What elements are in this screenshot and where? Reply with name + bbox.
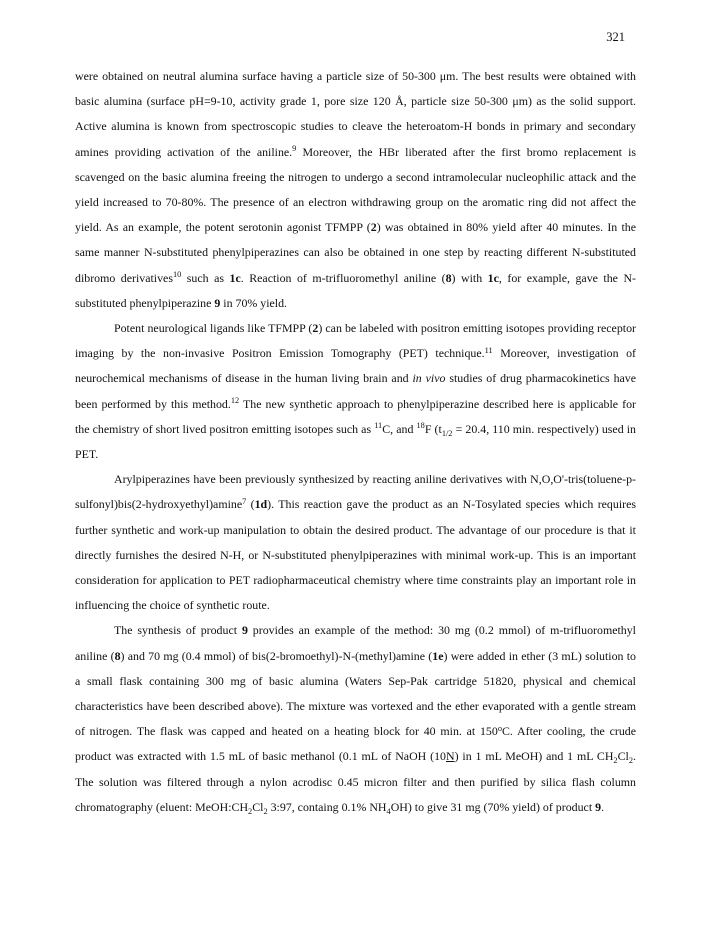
compound-number: 9 xyxy=(214,295,221,310)
text-run: ) in 1 mL MeOH) and 1 mL CH xyxy=(454,749,614,764)
text-run: The synthesis of product xyxy=(114,623,242,638)
text-run: Cl xyxy=(617,749,629,764)
text-run: C, and xyxy=(382,421,417,436)
compound-number: 9 xyxy=(241,623,248,638)
reference-marker: 10 xyxy=(172,270,182,280)
text-run: provides an example of the method: 30 mg (0.2 mmol) of m-trifluoromethyl aniline ( xyxy=(75,623,636,663)
text-run: F (t xyxy=(424,421,442,436)
subscript: 2 xyxy=(248,806,253,816)
text-run: Cl xyxy=(252,799,264,814)
text-run: C. After cooling, the crude product was extracted with 1.5 mL of basic methanol (0.1 mL of NaOH (10 xyxy=(75,724,636,764)
reference-marker: 9 xyxy=(292,144,297,154)
compound-number: 8 xyxy=(445,270,452,285)
reference-marker: 11 xyxy=(484,345,493,355)
subscript: 1/2 xyxy=(441,428,453,438)
text-run: studies of drug pharmacokinetics have been performed by this method. xyxy=(75,371,637,411)
compound-number: 2 xyxy=(370,220,377,235)
text-run: ) were added in ether (3 mL) solution to a small flask containing 300 mg of basic alumina (Waters Sep-Pak cartridge 51820, physical and chemical characteristics have been described above). The mixture was vortexed and the ether evaporated with a gentle stream of nitrogen. The flask was capped and heated on a heating block for 40 min. at 150 xyxy=(75,648,636,739)
subscript: 2 xyxy=(263,806,268,816)
text-run: ( xyxy=(246,497,255,512)
compound-number: 1e xyxy=(432,648,444,663)
paragraph-2 xyxy=(75,316,636,467)
compound-number: 8 xyxy=(114,648,121,663)
text-run: in 70% yield. xyxy=(220,295,288,310)
text-run: . The solution was filtered through a nylon acrodisc 0.45 micron filter and then purified by silica flash column chromatography (eluent: MeOH:CH xyxy=(75,749,636,814)
text-run: Arylpiperazines have been previously synthesized by reacting aniline derivatives with N,O,O'-tris(toluene-p-sulfonyl)bis(2-hydroxyethyl)amine xyxy=(75,472,636,512)
reference-marker: 7 xyxy=(242,496,247,506)
reference-marker: 12 xyxy=(230,396,240,406)
subscript: 2 xyxy=(613,756,618,766)
text-run: 3:97, containg 0.1% NH xyxy=(267,799,387,814)
italic-text: in vivo xyxy=(412,371,446,386)
text-run: such as xyxy=(181,270,230,285)
page-number: 321 xyxy=(606,30,625,44)
degree-marker: o xyxy=(497,723,502,733)
paragraph-3 xyxy=(75,467,636,618)
text-run: ) with xyxy=(451,270,488,285)
text-run: . Reaction of m-trifluoromethyl aniline ( xyxy=(240,270,446,285)
underlined-text: N xyxy=(445,749,455,764)
isotope-mass: 18 xyxy=(416,421,425,431)
text-run: were obtained on neutral alumina surface having a particle size of 50-300 μm. The best results were obtained with basic alumina (surface pH=9-10, activity grade 1, pore size 120 Å, particle size 50-300 μm) as the solid support. Active alumina is known from spectroscopic studies to cleave the heteroatom-H bonds in primary and secondary amines providing activation of the aniline. xyxy=(75,69,636,159)
text-run: ) can be labeled with positron emitting isotopes providing receptor imaging by the non-invasive Positron Emission Tomography (PET) technique. xyxy=(75,321,636,361)
text-run: Moreover, investigation of neurochemical mechanisms of disease in the human living brain and xyxy=(75,346,636,386)
compound-number: 9 xyxy=(595,799,602,814)
text-run: OH) to give 31 mg (70% yield) of product xyxy=(390,799,596,814)
compound-number: 1d xyxy=(254,497,268,512)
subscript: 4 xyxy=(386,806,391,816)
text-run: , for example, gave the N-substituted phenylpiperazine xyxy=(75,270,637,310)
text-run: ) was obtained in 80% yield after 40 minutes. In the same manner N-substituted phenylpiperazines can also be obtained in one step by reacting different N-substituted dibromo derivatives xyxy=(75,220,636,285)
text-run: = 20.4, 110 min. respectively) used in PET. xyxy=(75,421,636,462)
compound-number: 1c xyxy=(487,270,499,285)
text-run: Moreover, the HBr liberated after the first bromo replacement is scavenged on the basic alumina freeing the nitrogen to undergo a second intramolecular nucleophilic attack and the yield increased to 70-80%. The presence of an electron withdrawing group on the aromatic ring did not affect the yield. As an example, the potent serotonin agonist TFMPP ( xyxy=(75,144,636,235)
paragraph-4 xyxy=(75,618,636,820)
compound-number: 1c xyxy=(229,270,241,285)
text-run: . xyxy=(601,799,605,814)
text-run: ) and 70 mg (0.4 mmol) of bis(2-bromoethyl)-N-(methyl)amine ( xyxy=(120,648,433,663)
paragraph-1 xyxy=(75,64,636,316)
text-run: Potent neurological ligands like TFMPP ( xyxy=(114,321,313,336)
subscript: 2 xyxy=(628,756,634,766)
isotope-mass: 11 xyxy=(374,421,383,431)
text-run: The new synthetic approach to phenylpiperazine described here is applicable for the chemistry of short lived positron emitting isotopes such as xyxy=(75,396,636,436)
body-text xyxy=(75,64,636,820)
text-run: ). This reaction gave the product as an N-Tosylated species which requires further synthetic and work-up manipulation to obtain the desired product. The advantage of our procedure is that it directly furnishes the desired N-H, or N-substituted phenylpiperazines with minimal work-up. This is an important consideration for application to PET radiopharmaceutical chemistry where time constraints play an important role in influencing the choice of synthetic route. xyxy=(75,497,636,613)
compound-number: 2 xyxy=(312,321,319,336)
